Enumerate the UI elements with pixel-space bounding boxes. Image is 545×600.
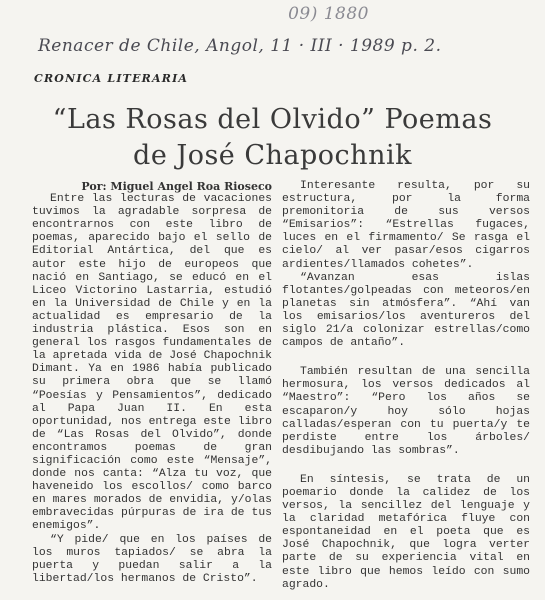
paragraph: En síntesis, se trata de un poemario donde la calidez de los versos, la sencillez del lenguaje y la claridad metafórica fluye con espontaneidad en el poeta que es José Chapochnik, que logra verter parte de su experiencia vital en este libro que hemos leído con sumo agrado.	[282, 473, 530, 591]
handwritten-source-note: Renacer de Chile, Angol, 11 · III · 1989 p. 2.	[38, 36, 442, 56]
right-column	[282, 180, 530, 592]
paragraph: Interesante resulta, por su estructura, por la forma premonitoria de sus versos “Emisarios”: “Estrellas fugaces, luces en el firmamento/ Se rasga el cielo/ al ver pasar/esos cigarros ardientes/llamados cohetes”.	[282, 180, 530, 271]
paragraph: También resultan de una sencilla hermosura, los versos dedicados al “Maestro”: “Pero los años se escaparon/y hoy sólo hojas calladas/esperan con tu puerta/y te perdiste entre los árboles/ desdibujando las sombras”.	[282, 366, 530, 457]
article-title-line-1: “Las Rosas del Olvido” Poemas	[52, 104, 493, 135]
paragraph: “Avanzan esas islas flotantes/golpeadas con meteoros/en planetas sin atmósfera”. “Ahí van los emisarios/los aventureros del siglo 21/a colonizar estrellas/como campos de antaño”.	[282, 271, 530, 350]
paragraph: Entre las lecturas de vacaciones tuvimos la agradable sorpresa de encontrarnos con este libro de poemas, aparecido bajo el sello de Editorial Antártica, del que es autor este hijo de europeos que nació en Santiago, se educó en el Liceo Victorino Lastarria, estudió en la Universidad de Chile y en la actualidad es empresario de la industria plástica. Esos son en general los rasgos fundamentales de la apretada vida de José Chapochnik Dimant. Ya en 1986 había publicado su primera obra que se llamó “Poesías y Pensamientos”, dedicado al Papa Juan II. En esta oportunidad, nos entrega este libro de “Las Rosas del Olvido”, donde encontramos poemas de gran significación como este “Mensaje”, donde nos canta: “Alza tu voz, que haveneido los escollos/ como barco en mares morados de envidia, y/olas embravecidas púrpuras de ira de tus enemigos”.	[32, 193, 272, 533]
article-title-line-2: de José Chapochnik	[133, 140, 412, 171]
section-label: CRONICA LITERARIA	[34, 72, 189, 85]
left-column	[32, 180, 272, 586]
archive-reference-number: 09) 1880	[288, 4, 369, 24]
byline: Por: Miguel Angel Roa Rioseco	[81, 180, 272, 193]
paragraph: “Y pide/ que en los países de los muros tapiados/ se abra la puerta y puedan salir a la libertad/los hermanos de Cristo”.	[32, 533, 272, 585]
